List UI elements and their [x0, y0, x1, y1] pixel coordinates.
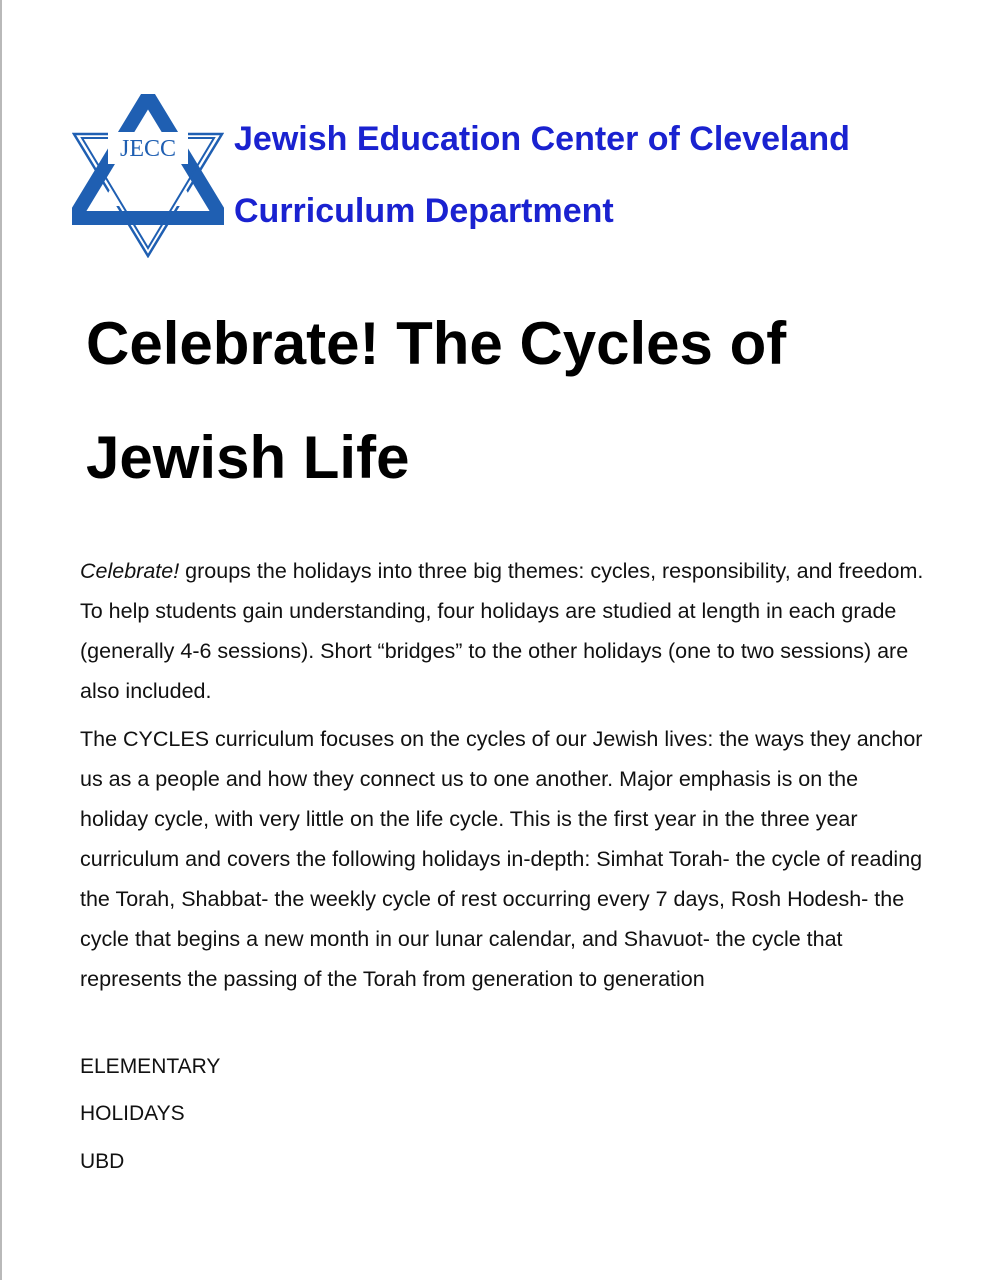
department-name: Curriculum Department [234, 192, 614, 230]
logo-text: JECC [119, 136, 177, 162]
page-edge [0, 0, 2, 1280]
intro-paragraph [80, 551, 925, 711]
intro-italic-lead: Celebrate! [80, 559, 180, 583]
tag-ubd: UBD [80, 1150, 125, 1173]
page-title-line-1: Celebrate! The Cycles of [86, 310, 787, 377]
page-title-line-2: Jewish Life [86, 424, 410, 491]
tag-holidays: HOLIDAYS [80, 1102, 185, 1125]
star-of-david-icon [72, 94, 224, 258]
tag-elementary: ELEMENTARY [80, 1055, 221, 1078]
description-text: The CYCLES curriculum focuses on the cycles of our Jewish lives: the ways they anchor us as a people and how they connect us to one another. Major emphasis is on the holiday cycle, with very little on the life cycle. This is the first year in the three year curriculum and covers the following holidays in-depth: Simhat Torah- the cycle of reading the Torah, Shabbat- the weekly cycle of rest occurring every 7 days, Rosh Hodesh- the cycle that begins a new month in our lunar calendar, and Shavuot- the cycle that represents the passing of the Torah from generation to generation [80, 727, 923, 991]
intro-text: groups the holidays into three big themes: cycles, responsibility, and freedom. To help students gain understanding, four holidays are studied at length in each grade (generally 4-6 sessions). Short “bridges” to the other holidays (one to two sessions) are also included. [80, 559, 924, 703]
org-name: Jewish Education Center of Cleveland [234, 120, 850, 158]
description-paragraph [80, 719, 925, 999]
